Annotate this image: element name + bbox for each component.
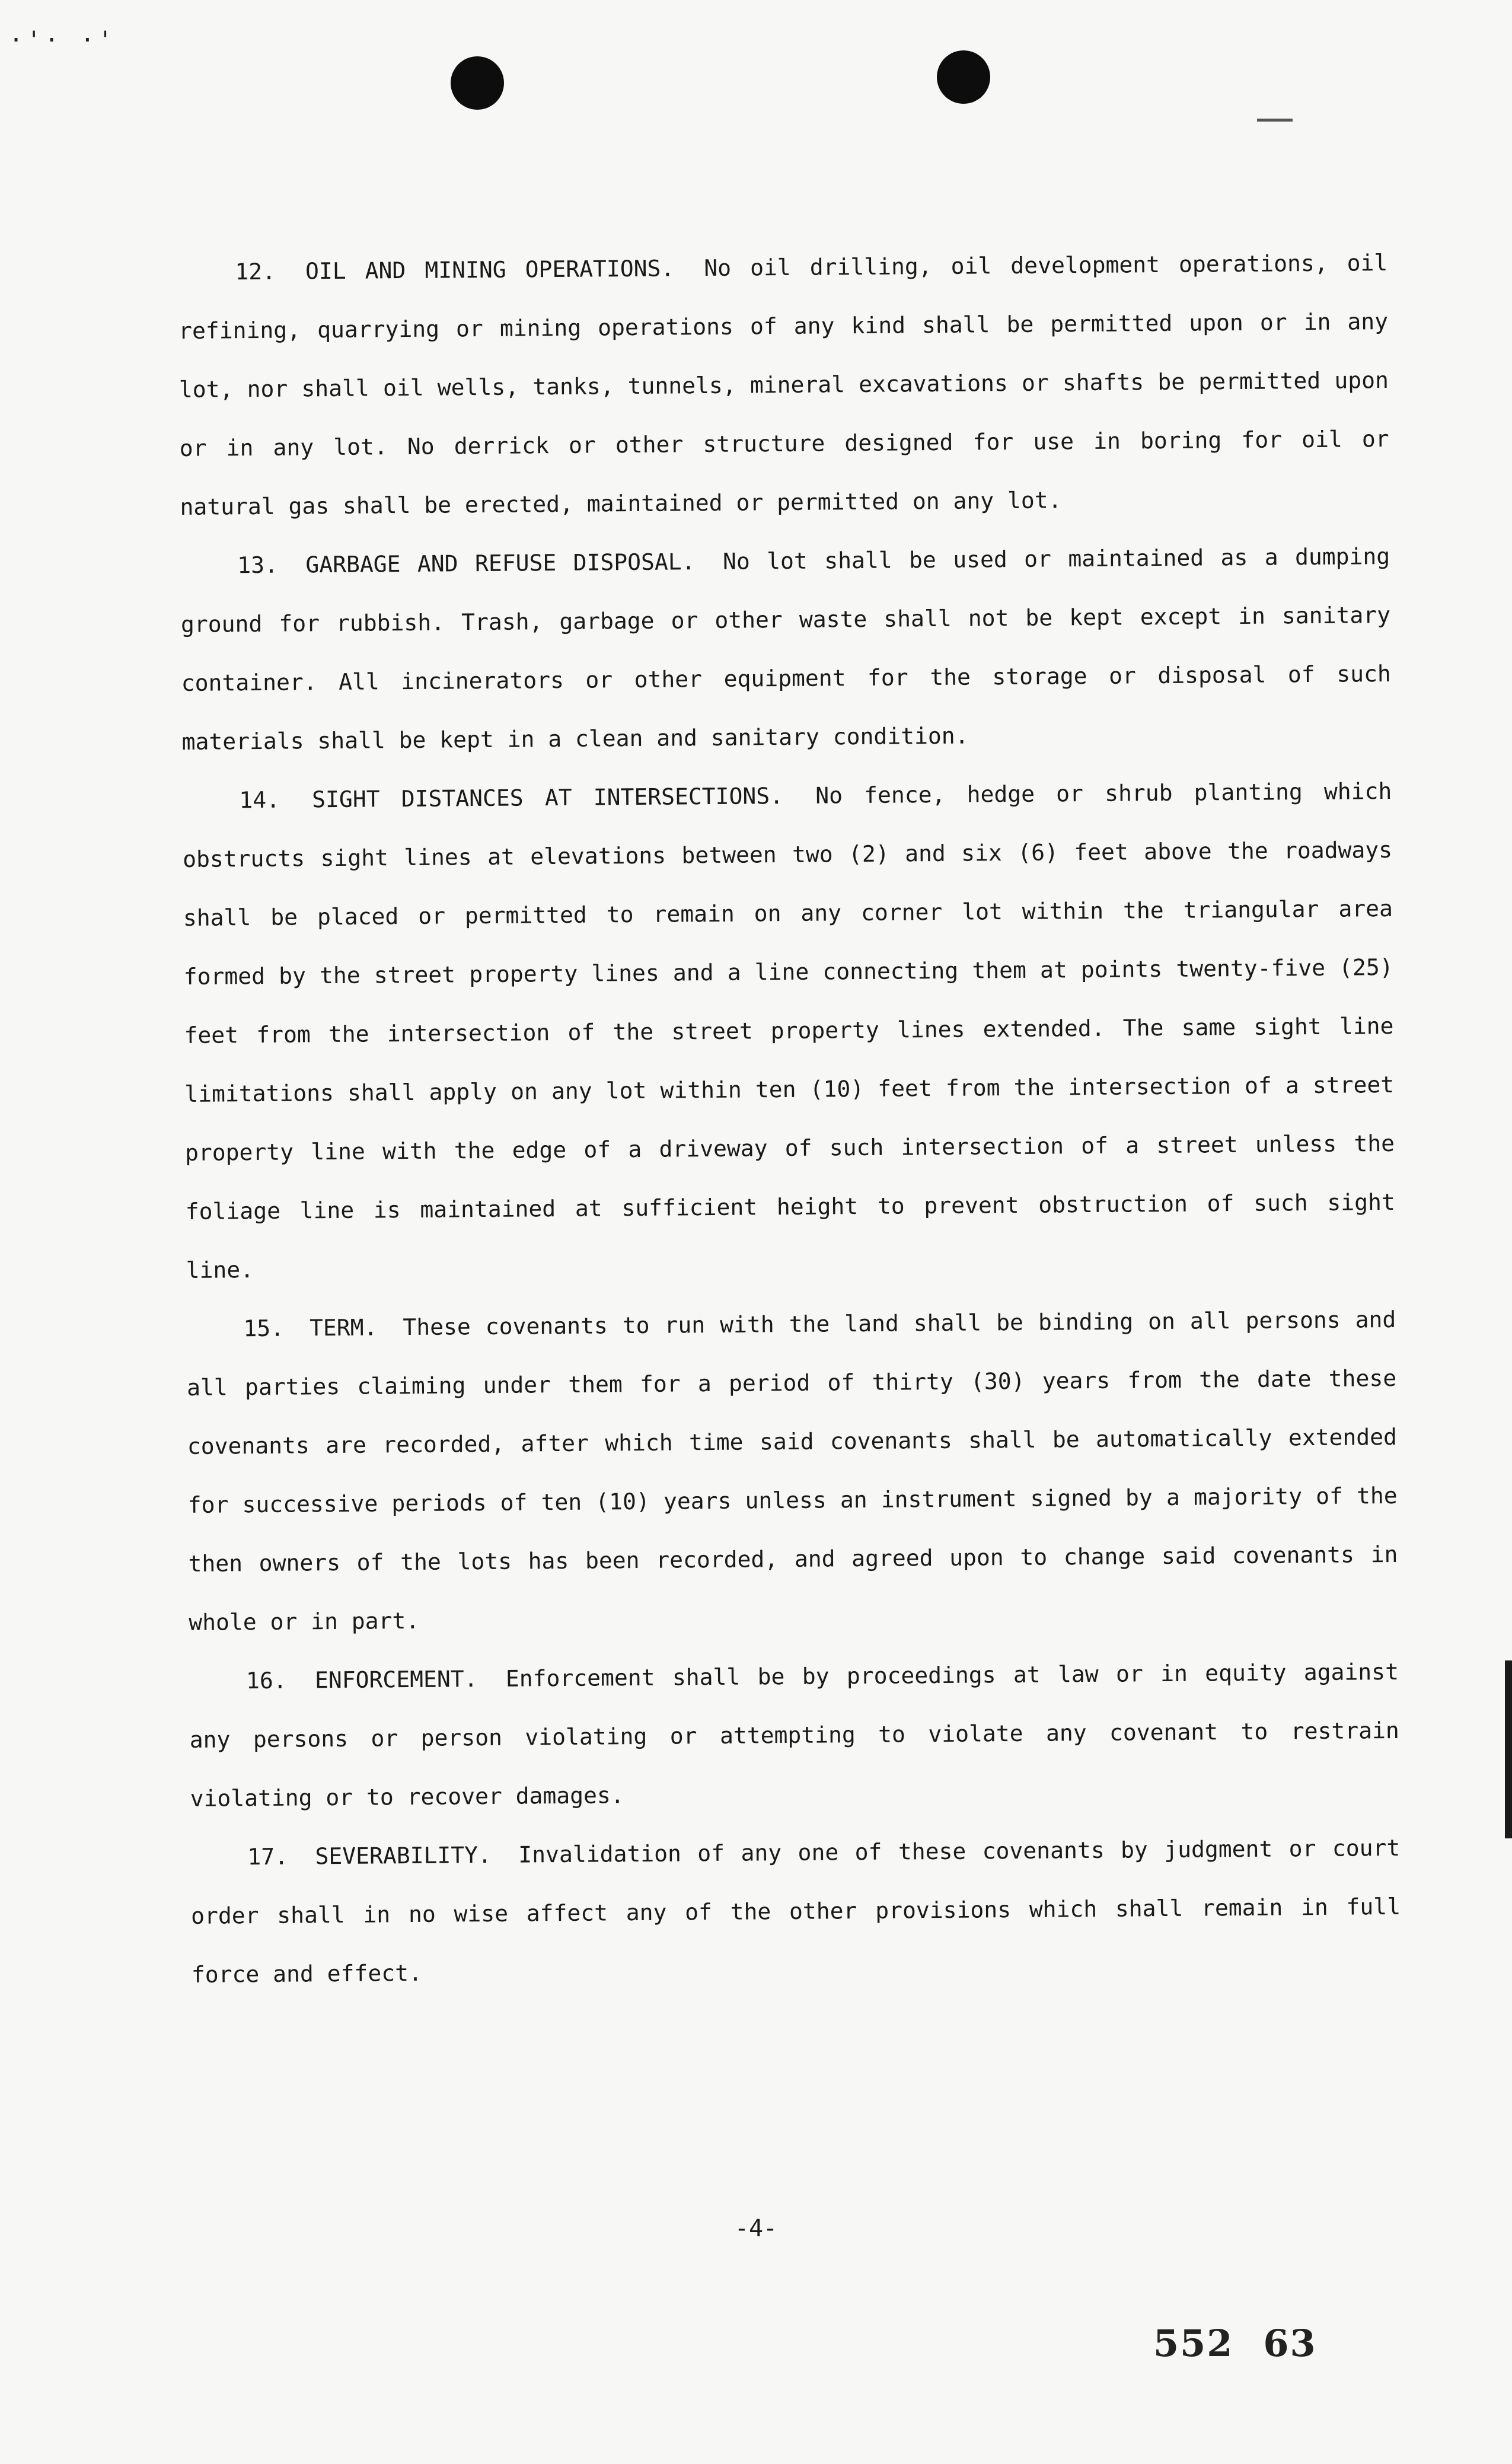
paragraph-heading: SEVERABILITY. xyxy=(315,1841,492,1870)
paragraph-15 xyxy=(186,1290,1399,1652)
paragraph-17 xyxy=(190,1819,1401,2004)
paragraph-text: Invalidation of any one of these covenants by judgment or court order shall in no wise affect any of the other provisions which shall remain in full force and effect. xyxy=(190,1834,1401,1988)
stamp-book-number: 552 xyxy=(1153,2322,1234,2365)
paragraph-13 xyxy=(180,527,1392,772)
paragraph-heading: OIL AND MINING OPERATIONS. xyxy=(305,255,675,285)
paragraph-number: 17. xyxy=(247,1843,289,1870)
paragraph-number: 15. xyxy=(243,1315,285,1342)
paragraph-heading: TERM. xyxy=(309,1314,378,1341)
scan-specks: ·'· ·' xyxy=(9,27,116,54)
paragraph-16 xyxy=(189,1643,1400,1828)
paragraph-12 xyxy=(178,234,1390,537)
paragraph-text: These covenants to run with the land shall be binding on all persons and all parties claiming under them for a period of thirty (30) years from the date these covenants are recorded, after which time said covenants shall be automatically extended for successive periods of ten (10) years unless an instrument signed by a majority of the then owners of the lots has been recorded, and agreed upon to change said covenants in whole or in part. xyxy=(186,1306,1398,1636)
page-number: -4- xyxy=(734,2215,778,2242)
stamp-page-number: 63 xyxy=(1263,2322,1317,2365)
paragraph-heading: ENFORCEMENT. xyxy=(314,1666,478,1694)
paragraph-number: 12. xyxy=(235,258,276,285)
paragraph-text: Enforcement shall be by proceedings at law or in equity against any persons or person violating or attempting to violate any covenant to restrain violating or to recover damages. xyxy=(189,1658,1399,1812)
paragraph-heading: GARBAGE AND REFUSE DISPOSAL. xyxy=(305,549,696,578)
paragraph-text: No fence, hedge or shrub planting which obstructs sight lines at elevations between two (2) and six (6) feet above the roadways shall be placed or permitted to remain on any corner lot within the triangular area formed by the street property lines and a line connecting them at points twenty-five (25) feet from the intersection of the street property lines extended. The same sight line limitations shall apply on any lot within ten (10) feet from the intersection of a street property line with the edge of a driveway of such intersection of a street unless the foliage line is maintained at sufficient height to prevent obstruction of such sight line. xyxy=(182,777,1395,1283)
paragraph-text: No oil drilling, oil development operations, oil refining, quarrying or mining operations of any kind shall be permitted upon or in any lot, nor shall oil wells, tanks, tunnels, mineral excavations or shafts be permitted upon or in any lot. No derrick or other structure designed for use in boring for oil or natural gas shall be erected, maintained or permitted on any lot. xyxy=(178,249,1389,520)
paragraph-heading: SIGHT DISTANCES AT INTERSECTIONS. xyxy=(312,783,784,813)
recording-stamp xyxy=(1153,2322,1347,2365)
paragraph-14 xyxy=(182,762,1396,1300)
scan-edge-shadow xyxy=(1505,1660,1512,1838)
paragraph-number: 16. xyxy=(245,1667,287,1694)
paragraph-number: 14. xyxy=(239,786,280,814)
punch-hole-right xyxy=(937,50,990,104)
paragraph-text: No lot shall be used or maintained as a dumping ground for rubbish. Trash, garbage or other waste shall not be kept except in sanitary container. All incinerators or other equipment for the storage or disposal of such materials shall be kept in a clean and sanitary condition. xyxy=(180,543,1391,755)
scan-mark xyxy=(1257,119,1293,122)
covenant-body xyxy=(178,234,1401,2004)
paragraph-number: 13. xyxy=(237,552,279,579)
punch-hole-left xyxy=(451,56,504,110)
